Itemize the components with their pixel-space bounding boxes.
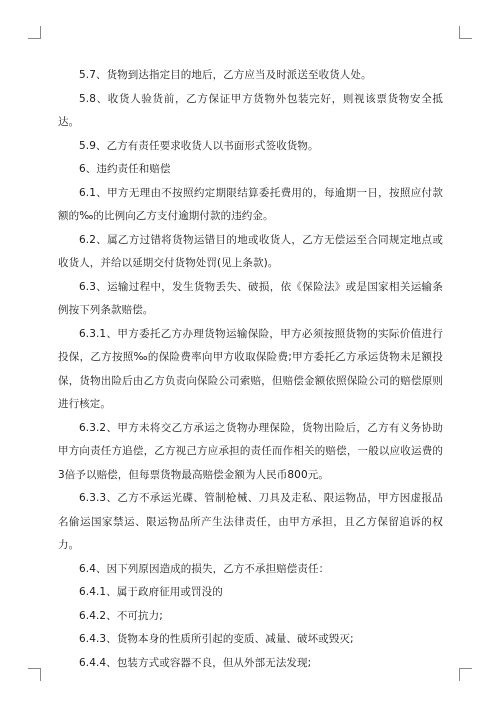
crop-mark-bottom-right	[459, 668, 472, 681]
clause-6-3-2: 6.3.2、甲方未将交乙方承运之货物办理保险，货物出险后，乙方有义务协助甲方向责任方追偿，乙方视己方应承担的责任而作相关的赔偿，一般以应收运费的3倍予以赔偿，但每票货物最高赔偿金额为人民币800元。	[58, 421, 443, 481]
clause-6-4: 6.4、因下列原因造成的损失，乙方不承担赔偿责任：	[79, 562, 330, 575]
document-body	[58, 64, 443, 675]
clause-6-4-4: 6.4.4、包装方式或容器不良，但从外部无法发现;	[79, 656, 312, 669]
crop-mark-bottom-left	[28, 668, 41, 681]
clause-6-3-1: 6.3.1、甲方委托乙方办理货物运输保险，甲方必须按照货物的实际价值进行投保，乙方按照‰的保险费率向甲方收取保险费;甲方委托乙方承运货物未足额投保，货物出险后由乙方负责向保险公司索赔，但赔偿金额依照保险公司的赔偿原则进行核定。	[58, 327, 443, 410]
clause-6-4-3: 6.4.3、货物本身的性质所引起的变质、减量、破坏或毁灭;	[79, 633, 354, 645]
crop-mark-top-right	[459, 26, 472, 39]
clause-6-2: 6.2、属乙方过错将货物运错目的地或收货人，乙方无偿运至合同规定地点或收货人，并给以延期交付货物处罚(见上条款)。	[58, 233, 443, 269]
clause-6-3: 6.3、运输过程中，发生货物丢失、破损，依《保险法》或是国家相关运输条例按下列条款赔偿。	[58, 280, 443, 316]
section-heading-6: 6、违约责任和赔偿	[79, 163, 171, 175]
clause-6-1: 6.1、甲方无理由不按照约定期限结算委托费用的，每逾期一日，按照应付款额的‰的比例向乙方支付逾期付款的违约金。	[58, 186, 443, 222]
clause-6-4-2: 6.4.2、不可抗力;	[79, 609, 163, 622]
clause-5-7: 5.7、货物到达指定目的地后，乙方应当及时派送至收货人处。	[79, 69, 372, 81]
clause-5-8: 5.8、收货人验货前，乙方保证甲方货物外包装完好，则视该票货物安全抵达。	[58, 92, 443, 128]
clause-6-3-3: 6.3.3、乙方不承运光碟、管制枪械、刀具及走私、限运物品，甲方因虚报品名偷运国家禁运、限运物品所产生法律责任，由甲方承担，且乙方保留追诉的权力。	[58, 492, 443, 551]
clause-6-4-1: 6.4.1、属于政府征用或罚没的	[79, 586, 223, 598]
crop-mark-top-left	[28, 26, 41, 39]
clause-5-9: 5.9、乙方有责任要求收货人以书面形式签收货物。	[79, 139, 319, 152]
